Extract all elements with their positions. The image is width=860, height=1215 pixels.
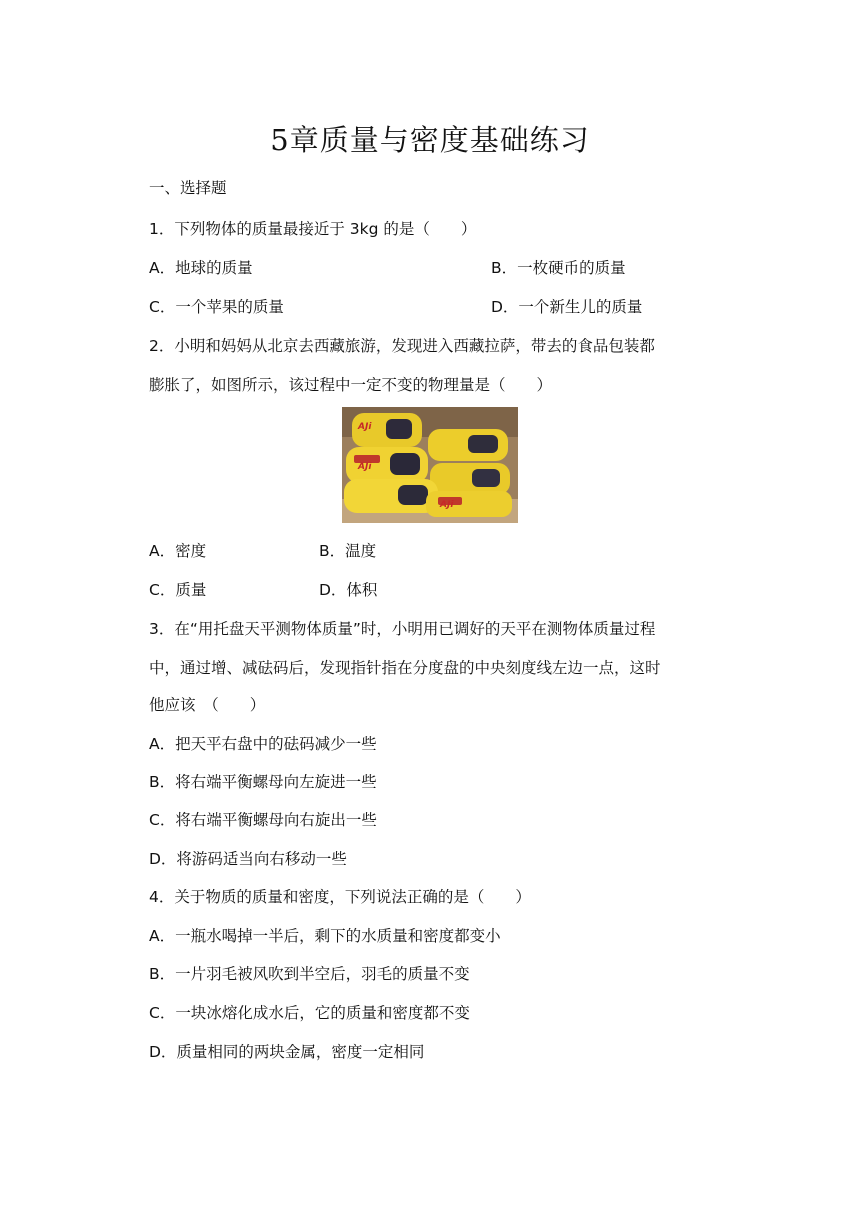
bag-label-bottom: AJi (440, 500, 454, 510)
question-3-option-a: A．把天平右盘中的砝码减少一些 (149, 735, 377, 753)
question-2-stem-line-2: 膨胀了，如图所示，该过程中一定不变的物理量是（ ） (149, 376, 553, 394)
section-heading: 一、选择题 (149, 179, 227, 197)
question-1-option-b: B．一枚硬币的质量 (491, 259, 626, 277)
question-2-option-d: D．体积 (319, 581, 378, 599)
question-1-option-a: A．地球的质量 (149, 259, 253, 277)
question-4-option-d: D．质量相同的两块金属，密度一定相同 (149, 1043, 425, 1061)
page-title: 5章质量与密度基础练习 (270, 123, 590, 157)
question-3-stem-line-3: 他应该 （ ） (149, 696, 266, 714)
question-1-option-d: D．一个新生儿的质量 (491, 298, 643, 316)
question-4-stem: 4．关于物质的质量和密度，下列说法正确的是（ ） (149, 888, 531, 906)
question-3-option-c: C．将右端平衡螺母向右旋出一些 (149, 811, 377, 829)
bag-label-top: AJi (358, 422, 372, 432)
question-2-option-b: B．温度 (319, 542, 377, 560)
bag-label-middle: AJi (358, 462, 372, 472)
question-3-option-b: B．将右端平衡螺母向左旋进一些 (149, 773, 377, 791)
question-3-option-d: D．将游码适当向右移动一些 (149, 850, 347, 868)
question-2-option-a: A．密度 (149, 542, 207, 560)
question-4-option-c: C．一块冰熔化成水后，它的质量和密度都不变 (149, 1004, 470, 1022)
question-4-option-a: A．一瓶水喝掉一半后，剩下的水质量和密度都变小 (149, 927, 501, 945)
question-1-stem: 1．下列物体的质量最接近于 3kg 的是（ ） (149, 220, 477, 238)
question-3-stem-line-1: 3．在“用托盘天平测物体质量”时，小明用已调好的天平在测物体质量过程 (149, 620, 656, 638)
snack-bags-photo (342, 407, 518, 523)
question-1-option-c: C．一个苹果的质量 (149, 298, 284, 316)
question-2-stem-line-1: 2．小明和妈妈从北京去西藏旅游，发现进入西藏拉萨，带去的食品包装都 (149, 337, 655, 355)
question-4-option-b: B．一片羽毛被风吹到半空后，羽毛的质量不变 (149, 965, 470, 983)
question-2-option-c: C．质量 (149, 581, 207, 599)
question-3-stem-line-2: 中，通过增、减砝码后，发现指针指在分度盘的中央刻度线左边一点，这时 (149, 659, 661, 677)
